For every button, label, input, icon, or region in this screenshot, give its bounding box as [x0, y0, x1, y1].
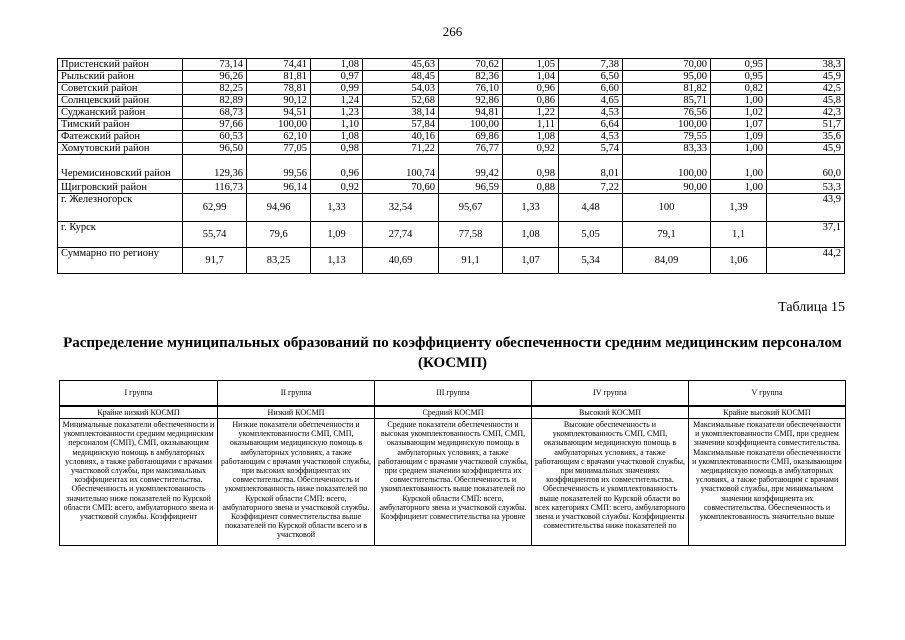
value-cell: 52,68	[363, 95, 439, 107]
value-cell: 116,73	[183, 180, 247, 194]
value-cell: 1,07	[711, 119, 767, 131]
value-cell: 100,00	[623, 119, 711, 131]
value-cell: 81,81	[247, 71, 311, 83]
value-cell: 1,00	[711, 143, 767, 155]
value-cell: 0,99	[311, 83, 363, 95]
value-cell: 76,56	[623, 107, 711, 119]
group-description: Максимальные показатели обеспеченности и укомплектованности СМП, при среднем значении коэффициента совместительства. Максимальные показатели обеспеченности и укомплектованности СМП, оказывающим медицинскую помощь в амбулаторных условиях, а также работающим с врачами участковой службы, при минимальном значении коэффициента их совместительства. Обеспеченность и укомплектованность значительно выше	[692, 420, 842, 522]
value-cell: 0,98	[311, 143, 363, 155]
district-name: Тимский район	[58, 119, 183, 131]
district-name: Хомутовский район	[58, 143, 183, 155]
value-cell: 79,6	[247, 222, 311, 248]
value-cell: 1,08	[503, 131, 559, 143]
value-cell: 43,9	[767, 194, 845, 222]
value-cell: 1,08	[503, 222, 559, 248]
value-cell: 97,66	[183, 119, 247, 131]
group-level: Высокий КОСМП	[532, 406, 689, 419]
value-cell: 91,7	[183, 248, 247, 274]
value-cell: 62,10	[247, 131, 311, 143]
value-cell: 1,39	[711, 194, 767, 222]
value-cell: 78,81	[247, 83, 311, 95]
table-row	[58, 180, 845, 194]
value-cell: 1,09	[311, 222, 363, 248]
district-name: Черемисиновский район	[58, 155, 183, 180]
table-row	[58, 83, 845, 95]
value-cell: 1,10	[311, 119, 363, 131]
value-cell: 38,14	[363, 107, 439, 119]
value-cell: 45,9	[767, 143, 845, 155]
value-cell: 79,55	[623, 131, 711, 143]
value-cell: 40,16	[363, 131, 439, 143]
value-cell: 0,95	[711, 71, 767, 83]
value-cell: 82,36	[439, 71, 503, 83]
value-cell: 4,48	[559, 194, 623, 222]
value-cell: 100,74	[363, 155, 439, 180]
value-cell: 38,3	[767, 59, 845, 71]
value-cell: 95,00	[623, 71, 711, 83]
value-cell: 5,74	[559, 143, 623, 155]
value-cell: 45,8	[767, 95, 845, 107]
district-name: г. Курск	[58, 222, 183, 248]
value-cell: 45,63	[363, 59, 439, 71]
value-cell: 1,23	[311, 107, 363, 119]
value-cell: 95,67	[439, 194, 503, 222]
value-cell: 48,45	[363, 71, 439, 83]
table-row	[58, 155, 845, 180]
value-cell: 1,00	[711, 180, 767, 194]
value-cell: 84,09	[623, 248, 711, 274]
value-cell: 94,96	[247, 194, 311, 222]
value-cell: 0,98	[503, 155, 559, 180]
value-cell: 99,42	[439, 155, 503, 180]
value-cell: 1,1	[711, 222, 767, 248]
value-cell: 6,60	[559, 83, 623, 95]
value-cell: 79,1	[623, 222, 711, 248]
group-description: Минимальные показатели обеспеченности и укомплектованности средним медицинским персоналом (СМП), СМП, оказывающим медицинскую помощь в амбулаторных условиях, а также работающими с врачами участковой службы, при максимальных коэффициентах их совместительства. Обеспеченность и укомплектованность значительно ниже показателей по Курской области СМП: всего, амбулаторного звена и участковой службы. Коэффициент	[62, 420, 215, 522]
value-cell: 1,05	[503, 59, 559, 71]
value-cell: 1,02	[711, 107, 767, 119]
value-cell: 1,08	[311, 59, 363, 71]
value-cell: 1,06	[711, 248, 767, 274]
value-cell: 53,3	[767, 180, 845, 194]
value-cell: 0,95	[711, 59, 767, 71]
value-cell: 0,92	[311, 180, 363, 194]
table-label: Таблица 15	[778, 300, 845, 315]
value-cell: 0,88	[503, 180, 559, 194]
value-cell: 90,12	[247, 95, 311, 107]
value-cell: 100	[623, 194, 711, 222]
group-header: IV группа	[532, 381, 689, 407]
value-cell: 6,64	[559, 119, 623, 131]
value-cell: 74,41	[247, 59, 311, 71]
group-level: Крайне низкий КОСМП	[60, 406, 218, 419]
value-cell: 77,05	[247, 143, 311, 155]
value-cell: 96,14	[247, 180, 311, 194]
value-cell: 94,81	[439, 107, 503, 119]
group-description: Высокие обеспеченность и укомплектованность СМП, СМП, оказывающим медицинскую помощь в амбулаторных условиях, а также работающим с врачами участковой службы, при минимальных значениях коэффициентов их совместительства. Обеспеченность и укомплектованность выше показателей по Курской области во всех категориях СМП: всего, амбулаторного звена и участковой службы. Коэффициенты совместительства ниже показателей по	[534, 420, 686, 531]
value-cell: 1,07	[503, 248, 559, 274]
table-row	[58, 59, 845, 71]
value-cell: 8,01	[559, 155, 623, 180]
value-cell: 96,50	[183, 143, 247, 155]
district-name: Щигровский район	[58, 180, 183, 194]
value-cell: 54,03	[363, 83, 439, 95]
value-cell: 82,89	[183, 95, 247, 107]
district-indicators-table	[57, 58, 845, 274]
value-cell: 0,96	[503, 83, 559, 95]
value-cell: 96,59	[439, 180, 503, 194]
value-cell: 0,82	[711, 83, 767, 95]
value-cell: 90,00	[623, 180, 711, 194]
value-cell: 100,00	[623, 155, 711, 180]
value-cell: 96,26	[183, 71, 247, 83]
group-header: V группа	[689, 381, 846, 407]
value-cell: 7,22	[559, 180, 623, 194]
table-row	[58, 248, 845, 274]
value-cell: 57,84	[363, 119, 439, 131]
table-row	[58, 71, 845, 83]
value-cell: 1,04	[503, 71, 559, 83]
value-cell: 42,3	[767, 107, 845, 119]
value-cell: 5,05	[559, 222, 623, 248]
value-cell: 100,00	[439, 119, 503, 131]
value-cell: 70,00	[623, 59, 711, 71]
value-cell: 129,36	[183, 155, 247, 180]
page-number: 266	[442, 24, 463, 39]
value-cell: 5,34	[559, 248, 623, 274]
group-level: Средний КОСМП	[375, 406, 532, 419]
district-name: Фатежский район	[58, 131, 183, 143]
group-level: Низкий КОСМП	[218, 406, 375, 419]
value-cell: 0,97	[311, 71, 363, 83]
section-heading: Распределение муниципальных образований по коэффициенту обеспеченности средним медицинским персоналом (КОСМП)	[63, 335, 842, 371]
value-cell: 1,11	[503, 119, 559, 131]
district-name: Суммарно по региону	[58, 248, 183, 274]
district-name: Суджанский район	[58, 107, 183, 119]
value-cell: 71,22	[363, 143, 439, 155]
value-cell: 1,33	[311, 194, 363, 222]
value-cell: 82,25	[183, 83, 247, 95]
value-cell: 92,86	[439, 95, 503, 107]
district-name: Пристенский район	[58, 59, 183, 71]
value-cell: 1,09	[711, 131, 767, 143]
value-cell: 81,82	[623, 83, 711, 95]
kosmp-groups-table	[59, 380, 846, 546]
value-cell: 70,62	[439, 59, 503, 71]
value-cell: 1,00	[711, 95, 767, 107]
value-cell: 55,74	[183, 222, 247, 248]
value-cell: 4,65	[559, 95, 623, 107]
value-cell: 45,9	[767, 71, 845, 83]
value-cell: 100,00	[247, 119, 311, 131]
table-row	[58, 95, 845, 107]
value-cell: 76,10	[439, 83, 503, 95]
table-row	[58, 222, 845, 248]
value-cell: 73,14	[183, 59, 247, 71]
table-row	[58, 119, 845, 131]
value-cell: 0,86	[503, 95, 559, 107]
value-cell: 70,60	[363, 180, 439, 194]
value-cell: 83,25	[247, 248, 311, 274]
value-cell: 0,92	[503, 143, 559, 155]
value-cell: 51,7	[767, 119, 845, 131]
district-name: Рыльский район	[58, 71, 183, 83]
value-cell: 40,69	[363, 248, 439, 274]
table-row	[58, 131, 845, 143]
value-cell: 85,71	[623, 95, 711, 107]
value-cell: 0,96	[311, 155, 363, 180]
value-cell: 1,00	[711, 155, 767, 180]
group-description: Средние показатели обеспеченности и высокая укомплектованность СМП, СМП, оказывающим медицинскую помощь в амбулаторных условиях, а также работающим с врачами участковой службы, при среднем значении коэффициента их совместительства. Обеспеченность и укомплектованность выше показателей по Курской области СМП: всего, амбулаторного звена и участковой службы. Коэффициент совместительства на уровне	[377, 420, 529, 522]
value-cell: 69,86	[439, 131, 503, 143]
table-row	[58, 107, 845, 119]
value-cell: 44,2	[767, 248, 845, 274]
value-cell: 83,33	[623, 143, 711, 155]
value-cell: 4,53	[559, 131, 623, 143]
value-cell: 37,1	[767, 222, 845, 248]
group-description: Низкие показатели обеспеченности и укомплектованности СМП, СМП, оказывающим медицинскую помощь в амбулаторных условиях, а также работающим с врачами участковой службы, при высоких коэффициентах их совместительства. Обеспеченность и укомплектованность ниже показателей по Курской области СМП: всего, амбулаторного звена и участковой службы. Коэффициент совместительства выше показателей по Курской области всего и в участковой	[220, 420, 372, 540]
value-cell: 60,0	[767, 155, 845, 180]
group-header: III группа	[375, 381, 532, 407]
value-cell: 6,50	[559, 71, 623, 83]
district-name: Солнцевский район	[58, 95, 183, 107]
value-cell: 32,54	[363, 194, 439, 222]
district-name: Советский район	[58, 83, 183, 95]
district-name: г. Железногорск	[58, 194, 183, 222]
value-cell: 94,51	[247, 107, 311, 119]
value-cell: 4,53	[559, 107, 623, 119]
value-cell: 62,99	[183, 194, 247, 222]
table-row	[58, 143, 845, 155]
group-header: II группа	[218, 381, 375, 407]
group-header: I группа	[60, 381, 218, 407]
table-row	[58, 194, 845, 222]
value-cell: 1,33	[503, 194, 559, 222]
value-cell: 42,5	[767, 83, 845, 95]
value-cell: 60,53	[183, 131, 247, 143]
value-cell: 77,58	[439, 222, 503, 248]
value-cell: 99,56	[247, 155, 311, 180]
value-cell: 68,73	[183, 107, 247, 119]
value-cell: 76,77	[439, 143, 503, 155]
value-cell: 91,1	[439, 248, 503, 274]
value-cell: 1,24	[311, 95, 363, 107]
value-cell: 7,38	[559, 59, 623, 71]
value-cell: 1,13	[311, 248, 363, 274]
group-level: Крайне высокий КОСМП	[689, 406, 846, 419]
value-cell: 1,22	[503, 107, 559, 119]
value-cell: 27,74	[363, 222, 439, 248]
value-cell: 35,6	[767, 131, 845, 143]
value-cell: 1,08	[311, 131, 363, 143]
